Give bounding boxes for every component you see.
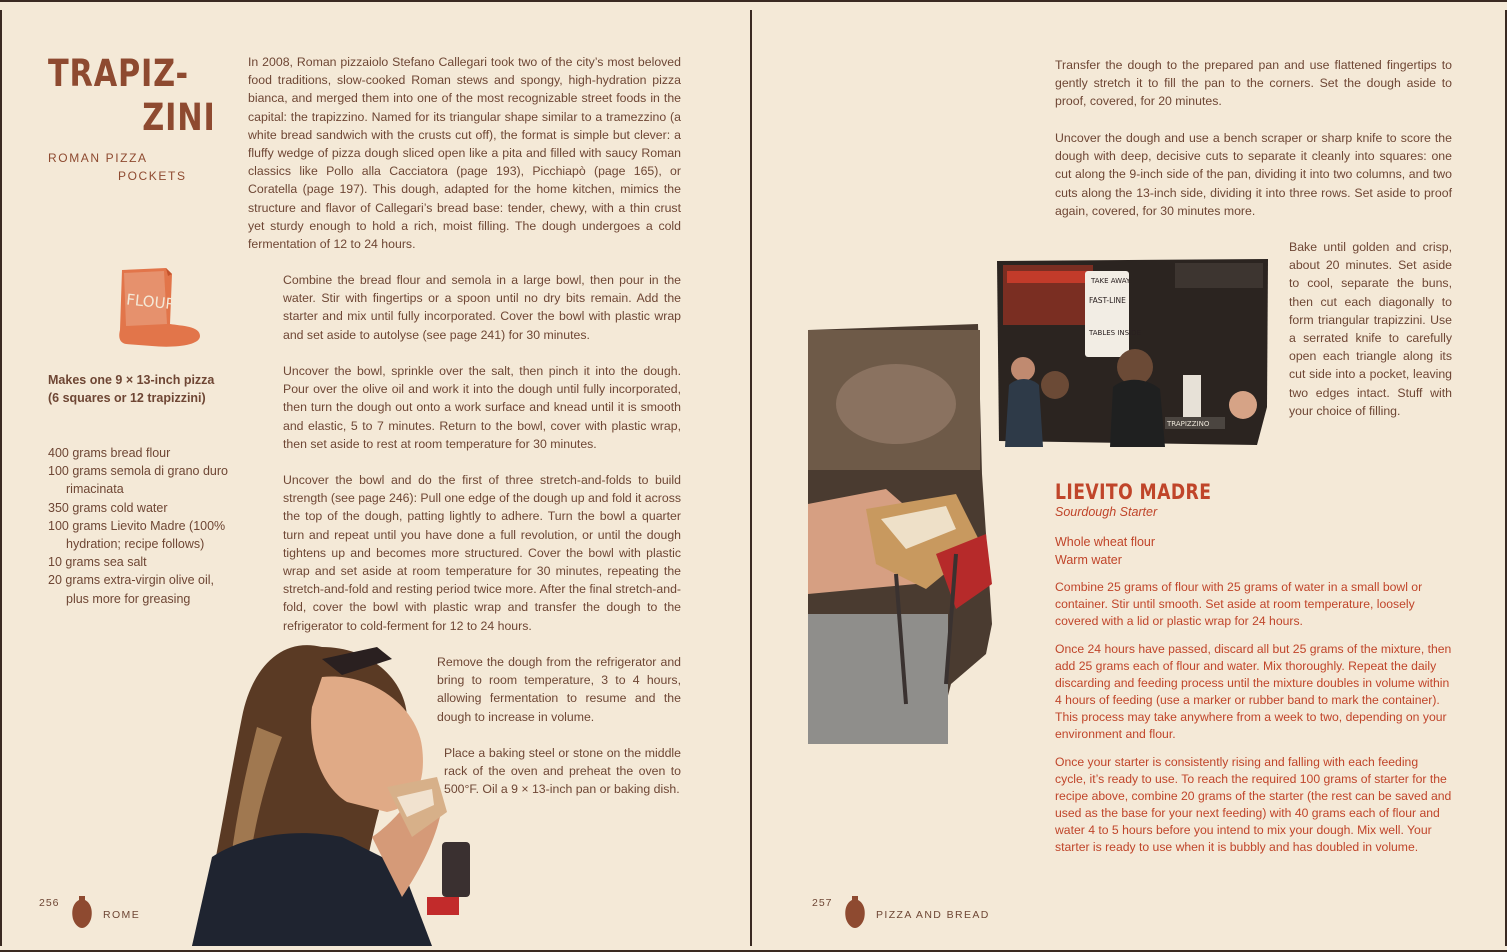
ingredient-item: 100 grams semola di grano duro rimacinata (48, 464, 228, 497)
gutter-divider (750, 10, 752, 946)
page-number-left: 256 (39, 897, 60, 909)
ingredient-item: 10 grams sea salt (48, 555, 147, 570)
flour-bag-icon (112, 264, 204, 352)
shop-sign-tables: TABLES INSIDE (1089, 329, 1141, 337)
recipe-title: TRAPIZ- ZINI (48, 52, 216, 139)
method-step: Uncover the bowl and do the first of three stretch-and-folds to build strength (see page 246): Pull one edge of the dough up and fold it across the top of the dough, patting lightly to adhere. Turn the bowl a quarter turn and repeat until you have done a full revolution, or until the dough tightens up and becomes more structured. Cover the bowl with plastic wrap and set aside at room temperature for 30 minutes, repeating the stretch-and-fold and resting period twice more. After the final stretch-and-fold, cover the bowl with plastic wrap and transfer the dough to the refrigerator to cold-ferment for 12 to 24 hours. (283, 473, 681, 633)
page-edge-left (0, 10, 2, 946)
running-head-right: PIZZA AND BREAD (876, 909, 990, 921)
method-step: Uncover the dough and use a bench scraper or sharp knife to score the dough with deep, decisive cuts to separate it cleanly into squares: one cut along the 9-inch side of the pan, dividing it into two columns, and two cuts along the 13-inch side, dividing it into three rows. Set aside to proof again, covered, for 30 minutes more. (1055, 131, 1452, 218)
ingredient-item: 20 grams extra-virgin olive oil, plus more for greasing (48, 573, 215, 606)
method-step: Combine the bread flour and semola in a large bowl, then pour in the water. Stir with fingertips or a spoon until no dry bits remain. Add the starter and mix until fully incorporated. Cover the bowl with plastic wrap and set aside to autolyse (see page 241) for 30 minutes. (283, 273, 681, 342)
shop-sign-takeaway: TAKE AWAY (1091, 277, 1131, 285)
ingredient-item: 350 grams cold water (48, 500, 168, 515)
page-number-right: 257 (812, 897, 833, 909)
lievito-madre-subtitle: Sourdough Starter (1055, 505, 1158, 519)
shop-name-sign: TRAPIZZINO (1167, 420, 1210, 428)
recipe-yield: Makes one 9 × 13-inch pizza (6 squares or 12 trapizzini) (48, 373, 215, 405)
amphora-icon (844, 895, 866, 929)
trapizzino-shop-photo (995, 257, 1270, 447)
recipe-subtitle: ROMAN PIZZA POCKETS (48, 151, 187, 183)
lievito-step: Once 24 hours have passed, discard all but 25 grams of the mixture, then add 25 grams each of flour and water. Mix thoroughly. Repeat the daily discarding and feeding process until the mixture doubles in volume within 4 hours of feeding (use a marker or rubber band to mark the container). This process may take anywhere from a week to two, depending on your environment and flour. (1055, 642, 1452, 741)
lievito-madre-title: LIEVITO MADRE (1055, 480, 1212, 504)
trapizzino-serving-photo (806, 324, 996, 746)
lievito-step: Once your starter is consistently rising and falling with each feeding cycle, it’s ready to use. To reach the required 100 grams of starter for the recipe above, combine 20 grams of the starter (the rest can be saved and used as the base for your next feeding) with 40 grams each of flour and water 4 to 5 hours before you intend to mix your dough. Mix well. Your starter is ready to use when it is bubbly and has doubled in volume. (1055, 755, 1452, 854)
method-step: Place a baking steel or stone on the middle rack of the oven and preheat the oven to 500°F. Oil a 9 × 13-inch pan or baking dish. (444, 746, 681, 797)
flour-bag-label: FLOUR (125, 290, 177, 314)
ingredient-item: 400 grams bread flour (48, 446, 171, 460)
lievito-ingredient-list (1055, 533, 1155, 569)
intro-paragraph: In 2008, Roman pizzaiolo Stefano Callegari took two of the city’s most beloved food traditions, slow-cooked Roman stews and spongy, high-hydration pizza bianca, and merged them into one of the most recognizable street foods in the capital: the trapizzino. Named for its triangular shape similar to a tramezzino (a white bread sandwich with the crusts cut off), the format is simple but clever: a fluffy wedge of pizza dough sliced open like a pita and filled with saucy Roman classics like Pollo alla Cacciatora (page 193), Picchiapò (page 165), or Coratella (page 197). This dough, adapted for the home kitchen, mimics the structure and flavor of Callegari’s bread base: tender, chewy, with a thin crust yet sturdy enough to hold a rich, moist filling. The dough undergoes a cold fermentation of 12 to 24 hours. (248, 55, 681, 252)
method-step: Bake until golden and crisp, about 20 minutes. Set aside to cool, separate the buns, then cut each diagonally to form triangular trapizzini. Use a serrated knife to carefully open each triangle along its cut side into a pocket, leaving two edges intact. Stuff with your choice of filling. (1289, 240, 1452, 418)
ingredient-list (48, 444, 233, 608)
ingredient-item: 100 grams Lievito Madre (100% hydration; recipe follows) (48, 518, 226, 552)
method-step: Uncover the bowl, sprinkle over the salt, then pinch it into the dough. Pour over the olive oil and work it into the dough until fully incorporated, then turn the dough out onto a work surface and knead until it is smooth and elastic, 5 to 7 minutes. Return to the bowl, cover with plastic wrap, then set aside to rest at room temperature for 30 minutes. (283, 364, 681, 451)
shop-sign-fastline: FAST-LINE (1089, 296, 1126, 305)
ingredient-item: Warm water (1055, 553, 1122, 567)
amphora-icon (71, 895, 93, 929)
lievito-step: Combine 25 grams of flour with 25 grams of water in a small bowl or container. Stir until smooth. Set aside at room temperature, loosely covered with a lid or plastic wrap for 24 hours. (1055, 580, 1423, 628)
ingredient-item: Whole wheat flour (1055, 535, 1156, 549)
running-head-left: ROME (103, 909, 141, 921)
method-step: Remove the dough from the refrigerator and bring to room temperature, 3 to 4 hours, allowing fermentation to resume and the dough to increase in volume. (437, 655, 681, 724)
woman-eating-photo (172, 637, 484, 946)
method-step: Transfer the dough to the prepared pan and use flattened fingertips to gently stretch it to fill the pan to the corners. Set the dough aside to proof, covered, for 20 minutes. (1055, 58, 1452, 109)
